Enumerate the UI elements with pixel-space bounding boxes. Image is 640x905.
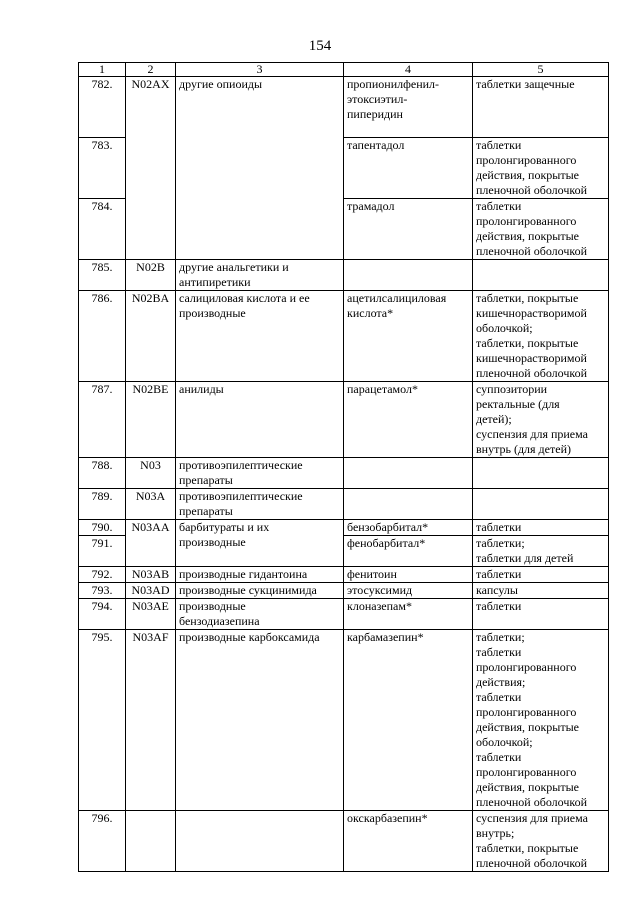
group-name	[176, 599, 344, 630]
text-line: внутрь;	[476, 826, 515, 840]
dosage-form: таблетки	[473, 567, 609, 583]
text-line: этоксиэтил-	[347, 92, 408, 106]
text-line: оболочкой;	[476, 321, 533, 335]
text-line: салициловая кислота и ее	[179, 291, 310, 305]
header-cell: 1	[79, 63, 126, 77]
text-line: препараты	[179, 504, 233, 518]
drug-name: бензобарбитал*	[344, 520, 473, 536]
dosage-form	[473, 260, 609, 291]
group-name: производные гидантоина	[176, 567, 344, 583]
text-line: кислота*	[347, 306, 394, 320]
drug-name: фенобарбитал*	[344, 536, 473, 567]
drug-name	[344, 489, 473, 520]
dosage-form	[473, 382, 609, 458]
group-name	[176, 260, 344, 291]
drug-name	[344, 260, 473, 291]
text-line: пленочной оболочкой	[476, 244, 588, 258]
group-name: другие опиоиды	[176, 77, 344, 260]
text-line: действия, покрытые	[476, 720, 579, 734]
dosage-form: таблетки защечные	[473, 77, 609, 138]
dosage-form	[473, 291, 609, 382]
group-name	[176, 520, 344, 567]
drug-name	[344, 291, 473, 382]
text-line: пролонгированного	[476, 214, 577, 228]
table-row	[79, 291, 609, 382]
row-number: 788.	[79, 458, 126, 489]
table-row	[79, 260, 609, 291]
text-line: пленочной оболочкой	[476, 856, 588, 870]
drug-name: этосуксимид	[344, 583, 473, 599]
row-number: 793.	[79, 583, 126, 599]
text-line: таблетки, покрытые	[476, 841, 579, 855]
atc-code	[126, 811, 176, 872]
text-line: ректальные (для	[476, 397, 560, 411]
text-line: антипиретики	[179, 275, 251, 289]
text-line: пиперидин	[347, 107, 403, 121]
dosage-form	[473, 536, 609, 567]
text-line: таблетки;	[476, 536, 525, 550]
drug-list-table	[78, 62, 609, 872]
text-line: суппозитории	[476, 382, 548, 396]
text-line: производные	[179, 535, 246, 549]
text-line: пролонгированного	[476, 660, 577, 674]
group-name	[176, 458, 344, 489]
text-line: пролонгированного	[476, 153, 577, 167]
text-line: пленочной оболочкой	[476, 183, 588, 197]
table-row	[79, 520, 609, 536]
group-name: производные карбоксамида	[176, 630, 344, 811]
drug-name	[344, 77, 473, 138]
row-number: 782.	[79, 77, 126, 138]
text-line: противоэпилептические	[179, 458, 303, 472]
text-line: таблетки	[476, 690, 522, 704]
text-line: производные	[179, 306, 246, 320]
row-number: 783.	[79, 138, 126, 199]
drug-name: тапентадол	[344, 138, 473, 199]
text-line: таблетки для детей	[476, 551, 574, 565]
group-name	[176, 811, 344, 872]
text-line: детей);	[476, 412, 512, 426]
drug-name: фенитоин	[344, 567, 473, 583]
text-line: пропионилфенил-	[347, 77, 440, 91]
table-row	[79, 583, 609, 599]
row-number: 790.	[79, 520, 126, 536]
text-line: таблетки	[476, 750, 522, 764]
text-line: противоэпилептические	[179, 489, 303, 503]
dosage-form	[473, 458, 609, 489]
row-number: 795.	[79, 630, 126, 811]
atc-code: N02B	[126, 260, 176, 291]
text-line: таблетки	[476, 645, 522, 659]
text-line: таблетки, покрытые	[476, 291, 579, 305]
drug-name: карбамазепин*	[344, 630, 473, 811]
table-row	[79, 489, 609, 520]
drug-name: окскарбазепин*	[344, 811, 473, 872]
text-line: пленочной оболочкой	[476, 366, 588, 380]
page-number: 154	[308, 38, 332, 54]
text-line: другие анальгетики и	[179, 260, 289, 274]
group-name	[176, 291, 344, 382]
header-cell: 5	[473, 63, 609, 77]
drug-name: клоназепам*	[344, 599, 473, 630]
drug-name: трамадол	[344, 199, 473, 260]
row-number: 785.	[79, 260, 126, 291]
atc-code: N03AA	[126, 520, 176, 567]
dosage-form: капсулы	[473, 583, 609, 599]
drug-name: парацетамол*	[344, 382, 473, 458]
text-line: таблетки, покрытые	[476, 336, 579, 350]
atc-code: N03AE	[126, 599, 176, 630]
text-line: кишечнорастворимой	[476, 306, 587, 320]
header-cell: 2	[126, 63, 176, 77]
text-line: пролонгированного	[476, 705, 577, 719]
text-line: таблетки	[476, 199, 522, 213]
table-row	[79, 458, 609, 489]
text-line: суспензия для приема	[476, 811, 588, 825]
text-line: барбитураты и их	[179, 520, 270, 534]
row-number: 794.	[79, 599, 126, 630]
text-line: пленочной оболочкой	[476, 795, 588, 809]
dosage-form	[473, 630, 609, 811]
text-line: действия;	[476, 675, 526, 689]
row-number: 787.	[79, 382, 126, 458]
table-row	[79, 382, 609, 458]
atc-code: N03AF	[126, 630, 176, 811]
dosage-form	[473, 811, 609, 872]
dosage-form: таблетки	[473, 599, 609, 630]
table-row	[79, 77, 609, 138]
text-line: пролонгированного	[476, 765, 577, 779]
group-name: анилиды	[176, 382, 344, 458]
drug-name	[344, 458, 473, 489]
dosage-form	[473, 489, 609, 520]
group-name	[176, 489, 344, 520]
text-line: внутрь (для детей)	[476, 442, 571, 456]
group-name: производные сукцинимида	[176, 583, 344, 599]
text-line: суспензия для приема	[476, 427, 588, 441]
atc-code: N02BA	[126, 291, 176, 382]
row-number: 789.	[79, 489, 126, 520]
text-line: препараты	[179, 473, 233, 487]
table-row	[79, 630, 609, 811]
row-number: 796.	[79, 811, 126, 872]
row-number: 792.	[79, 567, 126, 583]
dosage-form: таблетки	[473, 520, 609, 536]
text-line: бензодиазепина	[179, 614, 260, 628]
table-header-row	[79, 63, 609, 77]
row-number: 791.	[79, 536, 126, 567]
text-line: оболочкой;	[476, 735, 533, 749]
table-row	[79, 599, 609, 630]
row-number: 786.	[79, 291, 126, 382]
table-row	[79, 567, 609, 583]
text-line: действия, покрытые	[476, 780, 579, 794]
atc-code: N02AX	[126, 77, 176, 260]
dosage-form	[473, 199, 609, 260]
atc-code: N03	[126, 458, 176, 489]
text-line: действия, покрытые	[476, 168, 579, 182]
header-cell: 4	[344, 63, 473, 77]
text-line: действия, покрытые	[476, 229, 579, 243]
atc-code: N03A	[126, 489, 176, 520]
header-cell: 3	[176, 63, 344, 77]
atc-code: N03AB	[126, 567, 176, 583]
table-row	[79, 811, 609, 872]
atc-code: N02BE	[126, 382, 176, 458]
text-line: таблетки	[476, 138, 522, 152]
row-number: 784.	[79, 199, 126, 260]
text-line: таблетки;	[476, 630, 525, 644]
dosage-form	[473, 138, 609, 199]
text-line: производные	[179, 599, 246, 613]
text-line: кишечнорастворимой	[476, 351, 587, 365]
atc-code: N03AD	[126, 583, 176, 599]
text-line: ацетилсалициловая	[347, 291, 447, 305]
